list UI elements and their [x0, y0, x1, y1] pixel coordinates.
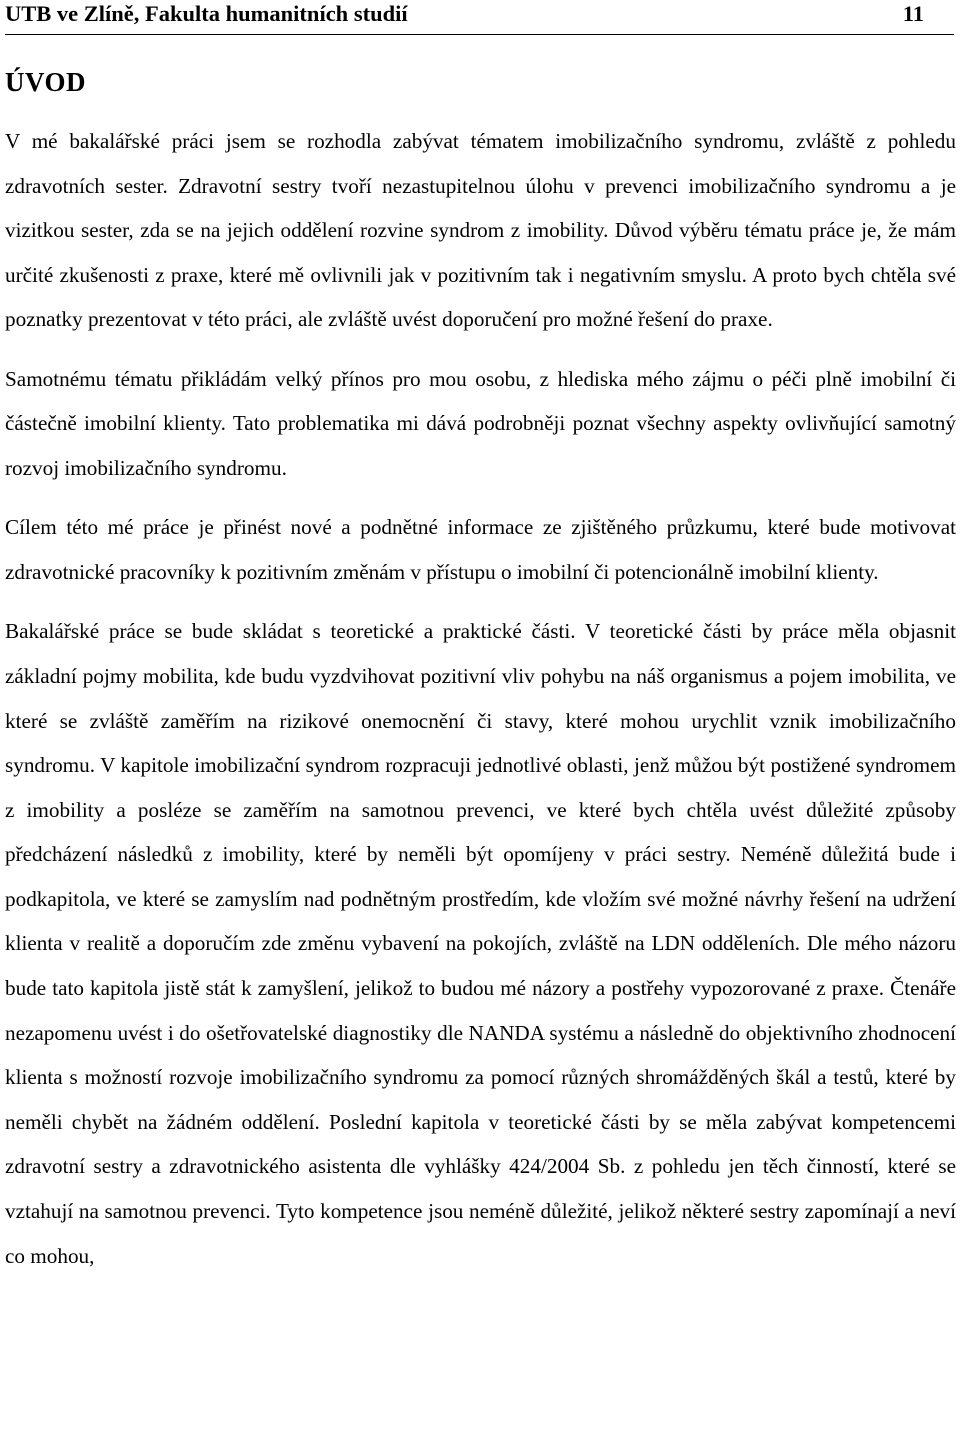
paragraph: Cílem této mé práce je přinést nové a podnětné informace ze zjištěného průzkumu, které bude motivovat zdravotnické pracovníky k pozitivním změnám v přístupu o imobilní či potencionálně imobilní klienty. [5, 515, 956, 584]
paragraph: Bakalářské práce se bude skládat s teoretické a praktické části. V teoretické části by práce měla objasnit základní pojmy mobilita, kde budu vyzdvihovat pozitivní vliv pohybu na náš organismus a pojem imobilita, ve které se zvláště zaměřím na rizikové onemocnění či stavy, které mohou urychlit vznik imobilizačního syndromu. V kapitole imobilizační syndrom rozpracuji jednotlivé oblasti, jenž můžou být postižené syndromem z imobility a posléze se zaměřím na samotnou prevenci, ve které bych chtěla uvést důležité způsoby předcházení následků z imobility, které by neměli být opomíjeny v práci sestry. Neméně důležitá bude i podkapitola, ve které se zamyslím nad podnětným prostředím, kde vložím své možné návrhy řešení na udržení klienta v realitě a doporučím zde změnu vybavení na pokojích, zvláště na LDN odděleních. Dle mého názoru bude tato kapitola jistě stát k zamyšlení, jelikož to budou mé názory a postřehy vypozorované z praxe. Čtenáře nezapomenu uvést i do ošetřovatelské diagnostiky dle NANDA systému a následně do objektivního zhodnocení klienta s možností rozvoje imobilizačního syndromu za pomocí různých shromážděných škál a testů, které by neměli chybět na žádném oddělení. Poslední kapitola v teoretické části by se měla zabývat kompetencemi zdravotní sestry a zdravotnického asistenta dle vyhlášky 424/2004 Sb. z pohledu jen těch činností, které se vztahují na samotnou prevenci. Tyto kompetence jsou neméně důležité, jelikož některé sestry zapomínají a neví co mohou, [5, 619, 956, 1268]
chapter-title: ÚVOD [5, 67, 86, 97]
body-text [5, 119, 956, 1278]
paragraph: V mé bakalářské práci jsem se rozhodla zabývat tématem imobilizačního syndromu, zvláště z pohledu zdravotních sester. Zdravotní sestry tvoří nezastupitelnou úlohu v prevenci imobilizačního syndromu a je vizitkou sester, zda se na jejich oddělení rozvine syndrom z imobility. Důvod výběru tématu práce je, že mám určité zkušenosti z praxe, které mě ovlivnili jak v pozitivním tak i negativním smyslu. A proto bych chtěla své poznatky prezentovat v této práci, ale zvláště uvést doporučení pro možné řešení do praxe. [5, 129, 956, 332]
running-header [5, 0, 954, 35]
paragraph: Samotnému tématu přikládám velký přínos pro mou osobu, z hlediska mého zájmu o péči plně imobilní či částečně imobilní klienty. Tato problematika mi dává podrobněji poznat všechny aspekty ovlivňující samotný rozvoj imobilizačního syndromu. [5, 366, 956, 480]
page-number: 11 [902, 1, 924, 26]
running-header-title: UTB ve Zlíně, Fakulta humanitních studií [5, 1, 408, 26]
